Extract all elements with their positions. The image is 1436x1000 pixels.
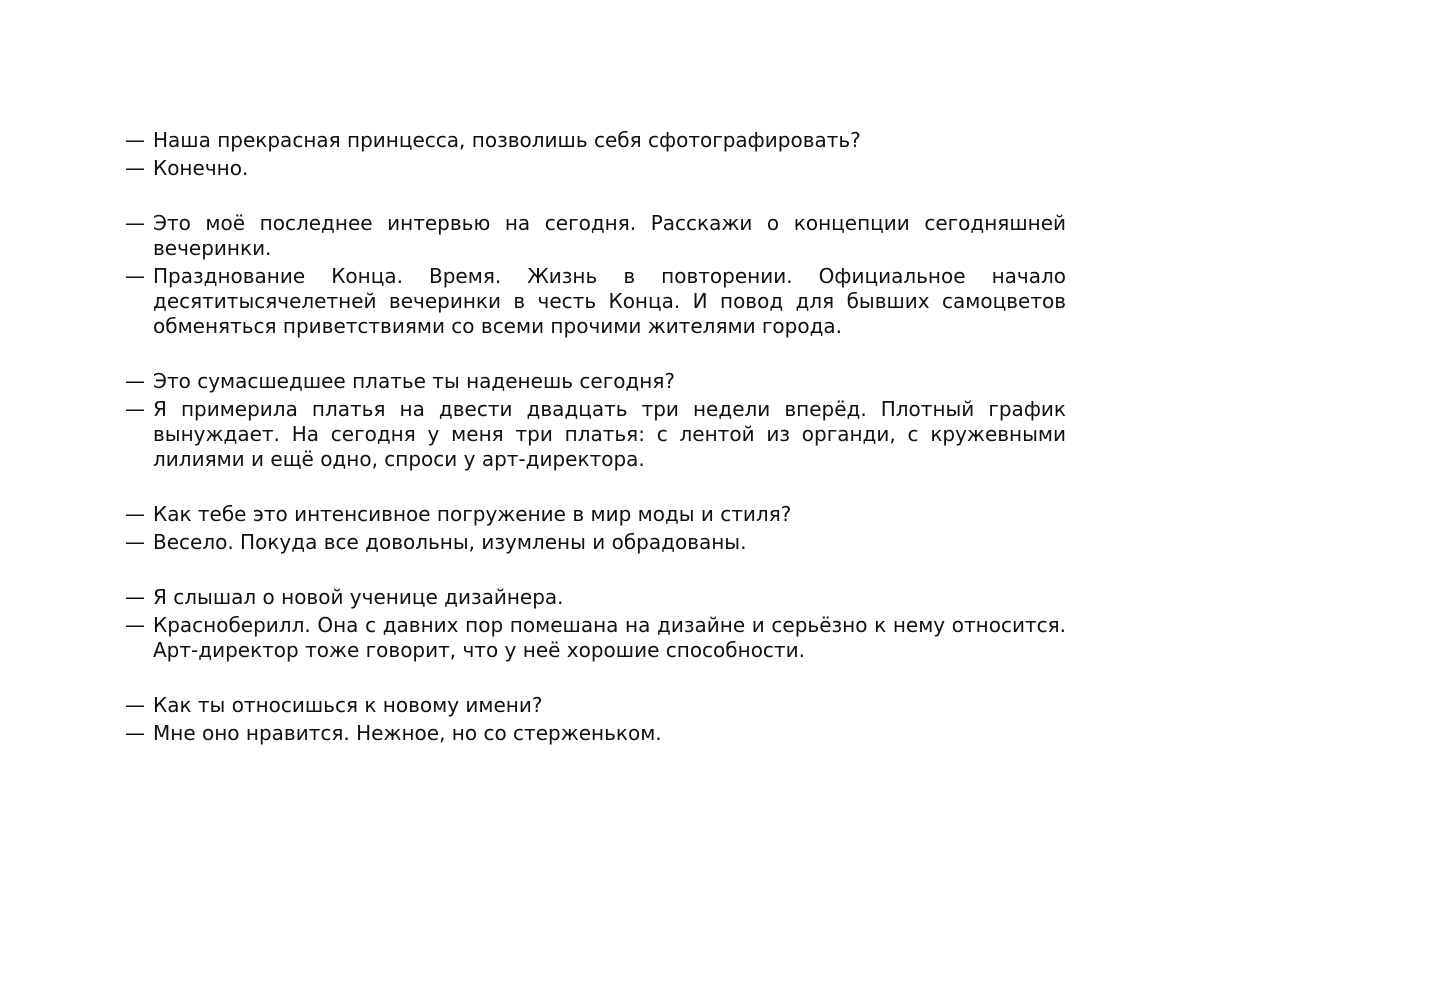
- dialogue-text: Как ты относишься к новому имени?: [153, 693, 543, 717]
- dialogue-exchange-6: [125, 693, 1066, 746]
- dialogue-line: [125, 156, 1066, 181]
- dialogue-text: Празднование Конца. Время. Жизнь в повторении. Официальное начало десятитысячелетней вечеринки в честь Конца. И повод для бывших самоцветов обменяться приветствиями со всеми прочими жителями города.: [153, 264, 1066, 338]
- dialogue-line: [125, 530, 1066, 555]
- dialogue-text: Мне оно нравится. Нежное, но со стерженьком.: [153, 721, 662, 745]
- dash: —: [125, 369, 145, 393]
- dialogue-line: [125, 585, 1066, 610]
- dialogue-line: [125, 502, 1066, 527]
- dialogue-exchange-4: [125, 502, 1066, 555]
- dialogue-text: Весело. Покуда все довольны, изумлены и обрадованы.: [153, 530, 747, 554]
- dash: —: [125, 693, 145, 717]
- dialogue-line: [125, 693, 1066, 718]
- dialogue-text: Это сумасшедшее платье ты наденешь сегодня?: [153, 369, 675, 393]
- dash: —: [125, 585, 145, 609]
- dash: —: [125, 211, 145, 235]
- dialogue-line: [125, 369, 1066, 394]
- dialogue-text: Конечно.: [153, 156, 249, 180]
- dialogue-text: Я слышал о новой ученице дизайнера.: [153, 585, 564, 609]
- dash: —: [125, 397, 145, 421]
- dialogue-line: [125, 128, 1066, 153]
- dash: —: [125, 721, 145, 745]
- dialogue-line: [125, 721, 1066, 746]
- dialogue-text: Это моё последнее интервью на сегодня. Расскажи о концепции сегодняшней вечеринки.: [153, 211, 1066, 260]
- dash: —: [125, 128, 145, 152]
- dialogue-text: Наша прекрасная принцесса, позволишь себя сфотографировать?: [153, 128, 861, 152]
- dash: —: [125, 530, 145, 554]
- dialogue-text: Как тебе это интенсивное погружение в мир моды и стиля?: [153, 502, 792, 526]
- dialogue-line: [125, 264, 1066, 339]
- dialogue-line: [125, 211, 1066, 261]
- dialogue-text: Красноберилл. Она с давних пор помешана на дизайне и серьёзно к нему относится. Арт-директор тоже говорит, что у неё хорошие способности.: [153, 613, 1066, 662]
- dialogue-line: [125, 397, 1066, 472]
- dialogue-exchange-2: [125, 211, 1066, 339]
- dash: —: [125, 613, 145, 637]
- dash: —: [125, 264, 145, 288]
- dash: —: [125, 502, 145, 526]
- dialogue-exchange-1: [125, 128, 1066, 181]
- dialogue-exchange-5: [125, 585, 1066, 663]
- dash: —: [125, 156, 145, 180]
- dialogue-exchange-3: [125, 369, 1066, 472]
- dialogue-line: [125, 613, 1066, 663]
- document-page: [125, 128, 1066, 776]
- dialogue-text: Я примерила платья на двести двадцать три недели вперёд. Плотный график вынуждает. На сегодня у меня три платья: с лентой из органди, с кружевными лилиями и ещё одно, спроси у арт-директора.: [153, 397, 1066, 471]
